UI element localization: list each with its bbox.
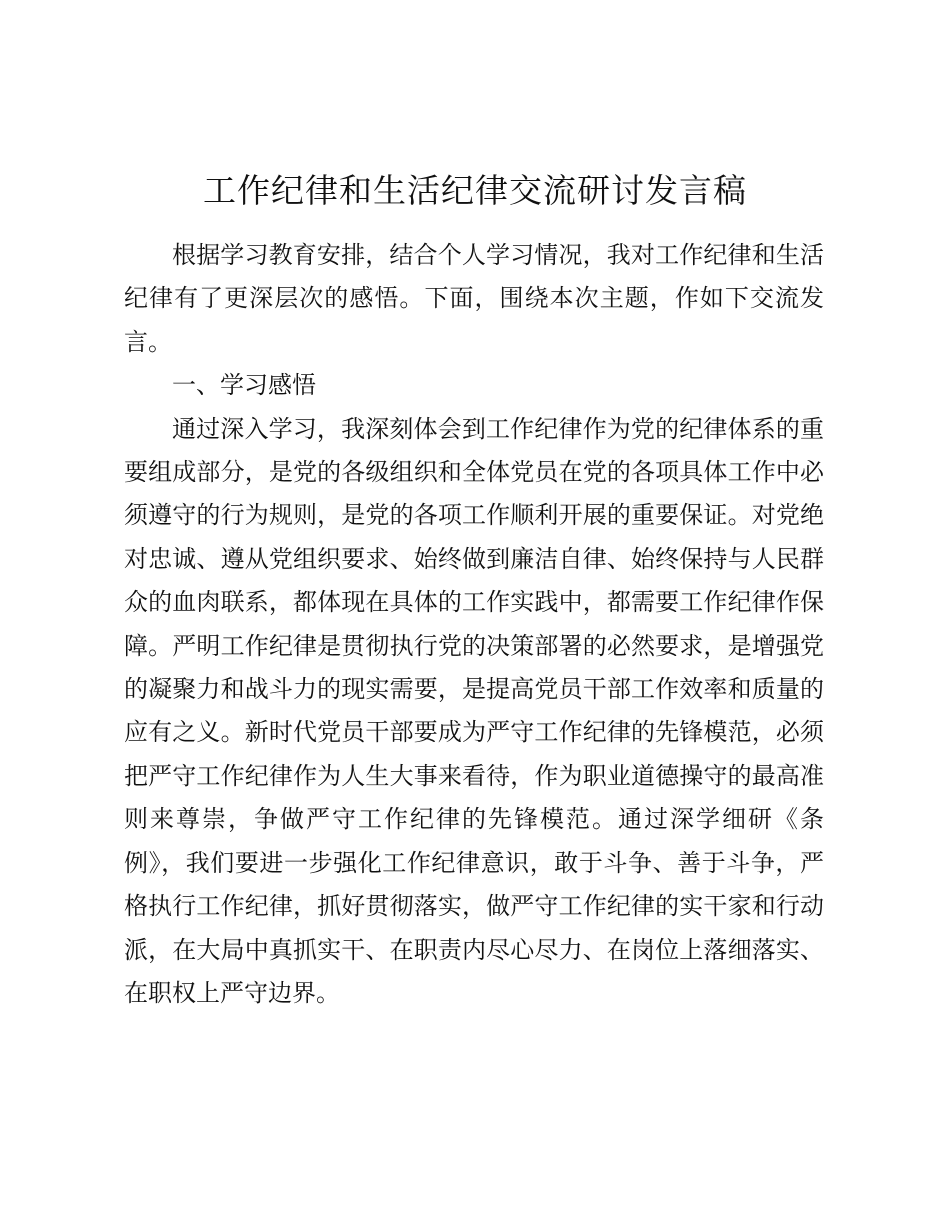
section-paragraph: 通过深入学习，我深刻体会到工作纪律作为党的纪律体系的重要组成部分，是党的各级组织和全体党员在党的各项具体工作中必须遵守的行为规则，是党的各项工作顺利开展的重要保证。对党绝对忠诚、遵从党组织要求、始终做到廉洁自律、始终保持与人民群众的血肉联系，都体现在具体的工作实践中，都需要工作纪律作保障。严明工作纪律是贯彻执行党的决策部署的必然要求，是增强党的凝聚力和战斗力的现实需要，是提高党员干部工作效率和质量的应有之义。新时代党员干部要成为严守工作纪律的先锋模范，必须把严守工作纪律作为人生大事来看待，作为职业道德操守的最高准则来尊崇，争做严守工作纪律的先锋模范。通过深学细研《条例》，我们要进一步强化工作纪律意识，敢于斗争、善于斗争，严格执行工作纪律，抓好贯彻落实，做严守工作纪律的实干家和行动派，在大局中真抓实干、在职责内尽心尽力、在岗位上落细落实、在职权上严守边界。	[124, 414, 824, 1007]
section-heading: 一、学习感悟	[172, 371, 316, 400]
intro-paragraph: 根据学习教育安排，结合个人学习情况，我对工作纪律和生活纪律有了更深层次的感悟。下面，围绕本次主题，作如下交流发言。	[124, 241, 824, 356]
document-body	[124, 234, 824, 1015]
document-title: 工作纪律和生活纪律交流研讨发言稿	[203, 171, 747, 210]
